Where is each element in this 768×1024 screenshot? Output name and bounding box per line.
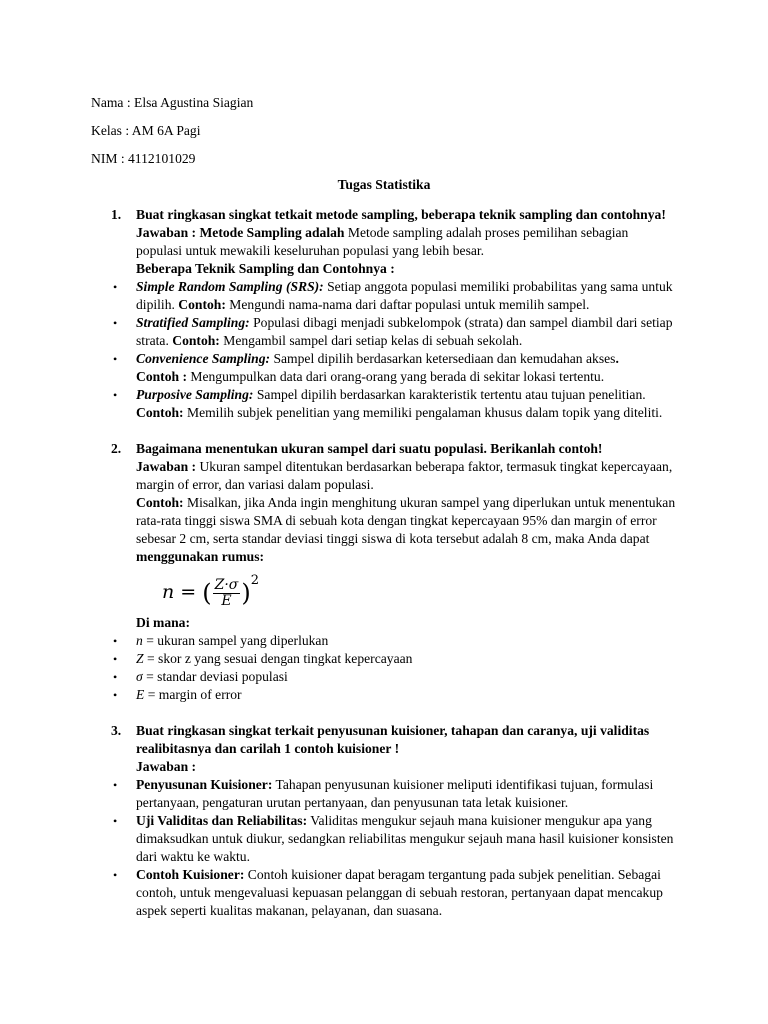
conv-line-2 [136, 368, 678, 386]
srs-line-1 [136, 278, 678, 296]
formula-lhs: n = [162, 581, 197, 603]
p1-line-1 [136, 776, 678, 794]
q1-subheading: Beberapa Teknik Sampling dan Contohnya : [136, 261, 395, 276]
strat-line-2 [136, 332, 678, 350]
strat-term: Stratified Sampling: [136, 315, 250, 330]
purp-contoh-label: Contoh: [136, 405, 184, 420]
q2-question: Bagaimana menentukan ukuran sampel dari suatu populasi. Berikanlah contoh! [136, 441, 603, 456]
purp-term: Purposive Sampling: [136, 387, 254, 402]
formula-numerator: Z·σ [214, 576, 239, 593]
bullet-icon: • [113, 634, 118, 648]
student-class: Kelas : AM 6A Pagi [91, 123, 201, 138]
p1-line-2: pertanyaan, pengaturan urutan pertanyaan, dan penyusunan tata letak kuisioner. [136, 795, 569, 810]
q1-answer-text: Metode sampling adalah proses pemilihan sebagian [344, 225, 629, 240]
def-symbol: E [136, 687, 145, 702]
q2-dimana-label: Di mana: [136, 615, 190, 630]
p2-line-2: dimaksudkan untuk diukur, sedangkan reliabilitas mengukur sejauh mana hasil kuisioner konsisten [136, 831, 674, 846]
bullet-icon: • [113, 388, 118, 402]
srs-line-2 [136, 296, 678, 314]
strat-text: Populasi dibagi menjadi subkelompok (strata) dan sampel diambil dari setiap [249, 315, 673, 330]
purp-contoh-text: Memilih subjek penelitian yang memiliki pengalaman khusus dalam topik yang diteliti. [183, 405, 663, 420]
def-sigma [136, 668, 678, 686]
q3-number: 3. [111, 723, 122, 738]
purp-text: Sampel dipilih berdasarkan karakteristik tertentu atau tujuan penelitian. [253, 387, 646, 402]
srs-term: Simple Random Sampling (SRS): [136, 279, 324, 294]
q1-answer-line-2: populasi untuk mewakili keseluruhan populasi yang lebih besar. [136, 243, 485, 258]
srs-text: Setiap anggota populasi memiliki probabilitas yang sama untuk [323, 279, 673, 294]
def-e [136, 686, 678, 704]
q2-rumus-label: menggunakan rumus: [136, 549, 265, 564]
student-nim: NIM : 4112101029 [91, 151, 196, 166]
p3-line-1 [136, 866, 678, 884]
q2-contoh-label: Contoh: [136, 495, 184, 510]
conv-text: Sampel dipilih berdasarkan ketersediaan dan kemudahan akses [270, 351, 616, 366]
def-n [136, 632, 678, 650]
def-text: = skor z yang sesuai dengan tingkat kepercayaan [143, 651, 413, 666]
conv-contoh-label: Contoh : [136, 369, 187, 384]
p2-text: Validitas mengukur sejauh mana kuisioner mengukur apa yang [307, 813, 652, 828]
bullet-icon: • [113, 352, 118, 366]
p2-term: Uji Validitas dan Reliabilitas: [136, 813, 308, 828]
srs-contoh-label: Contoh: [178, 297, 226, 312]
p3-line-3: aspek seperti kualitas makanan, pelayanan, dan suasana. [136, 903, 443, 918]
def-symbol: σ [136, 669, 143, 684]
purp-line-1 [136, 386, 678, 404]
purp-line-2 [136, 404, 678, 422]
p3-term: Contoh Kuisioner: [136, 867, 245, 882]
def-text: = margin of error [144, 687, 242, 702]
bullet-icon: • [113, 316, 118, 330]
def-text: = standar deviasi populasi [142, 669, 288, 684]
q2-number: 2. [111, 441, 122, 456]
q1-number: 1. [111, 207, 122, 222]
q3-question-line-2: realibitasnya dan carilah 1 contoh kuisioner ! [136, 741, 400, 756]
conv-period: . [615, 351, 619, 366]
q1-answer-line-1 [136, 224, 678, 242]
conv-contoh-text: Mengumpulkan data dari orang-orang yang berada di sekitar lokasi tertentu. [186, 369, 605, 384]
def-symbol: n [136, 633, 143, 648]
def-text: = ukuran sampel yang diperlukan [142, 633, 329, 648]
bullet-icon: • [113, 280, 118, 294]
p3-line-2: contoh, untuk mengevaluasi kepuasan pelanggan di sebuah restoran, pertanyaan dapat mencakup [136, 885, 663, 900]
strat-line-1 [136, 314, 678, 332]
formula-fraction [213, 578, 241, 609]
def-symbol: Z [136, 651, 144, 666]
q2-contoh-line-1 [136, 494, 678, 512]
conv-line-1 [136, 350, 678, 368]
bullet-icon: • [113, 688, 118, 702]
bullet-icon: • [113, 652, 118, 666]
q3-question-line-1: Buat ringkasan singkat terkait penyusunan kuisioner, tahapan dan caranya, uji validitas [136, 723, 650, 738]
q2-answer-line-2: margin of error, dan variasi dalam populasi. [136, 477, 374, 492]
p1-term: Penyusunan Kuisioner: [136, 777, 273, 792]
srs-contoh-text: Mengundi nama-nama dari daftar populasi untuk memilih sampel. [225, 297, 590, 312]
p1-text: Tahapan penyusunan kuisioner meliputi identifikasi tujuan, formulasi [272, 777, 654, 792]
formula-exponent: 2 [250, 573, 260, 588]
p2-line-3: dari waktu ke waktu. [136, 849, 251, 864]
conv-term: Convenience Sampling: [136, 351, 271, 366]
formula-paren-open: ( [202, 579, 212, 607]
srs-text-2: dipilih. [136, 297, 179, 312]
q3-answer-label: Jawaban : [136, 759, 197, 774]
strat-contoh-text: Mengambil sampel dari setiap kelas di sebuah sekolah. [219, 333, 523, 348]
formula-denominator: E [221, 592, 232, 609]
document-title: Tugas Statistika [337, 177, 431, 192]
sample-size-formula [162, 572, 259, 609]
q2-answer-label: Jawaban : [136, 459, 197, 474]
q1-question: Buat ringkasan singkat tetkait metode sampling, beberapa teknik sampling dan contohnya! [136, 207, 666, 222]
q2-answer-line-1 [136, 458, 678, 476]
p2-line-1 [136, 812, 678, 830]
strat-text-2: strata. [136, 333, 173, 348]
p3-text: Contoh kuisioner dapat beragam tergantung pada subjek penelitian. Sebagai [244, 867, 661, 882]
def-z [136, 650, 678, 668]
q2-answer-text: Ukuran sampel ditentukan berdasarkan beberapa faktor, termasuk tingkat kepercayaan, [196, 459, 673, 474]
q2-contoh-text: Misalkan, jika Anda ingin menghitung ukuran sampel yang diperlukan untuk menentukan [183, 495, 676, 510]
bullet-icon: • [113, 868, 118, 882]
q2-contoh-line-2: rata-rata tinggi siswa SMA di sebuah kota dengan tingkat kepercayaan 95% dan margin of error [136, 513, 657, 528]
bullet-icon: • [113, 778, 118, 792]
strat-contoh-label: Contoh: [172, 333, 220, 348]
q2-contoh-line-3: sebesar 2 cm, serta standar deviasi tinggi siswa di kota tersebut adalah 8 cm, maka Anda dapat [136, 531, 650, 546]
formula-paren-close: ) [241, 579, 251, 607]
q1-answer-label: Jawaban : Metode Sampling adalah [136, 225, 345, 240]
bullet-icon: • [113, 814, 118, 828]
student-name: Nama : Elsa Agustina Siagian [91, 95, 254, 110]
bullet-icon: • [113, 670, 118, 684]
